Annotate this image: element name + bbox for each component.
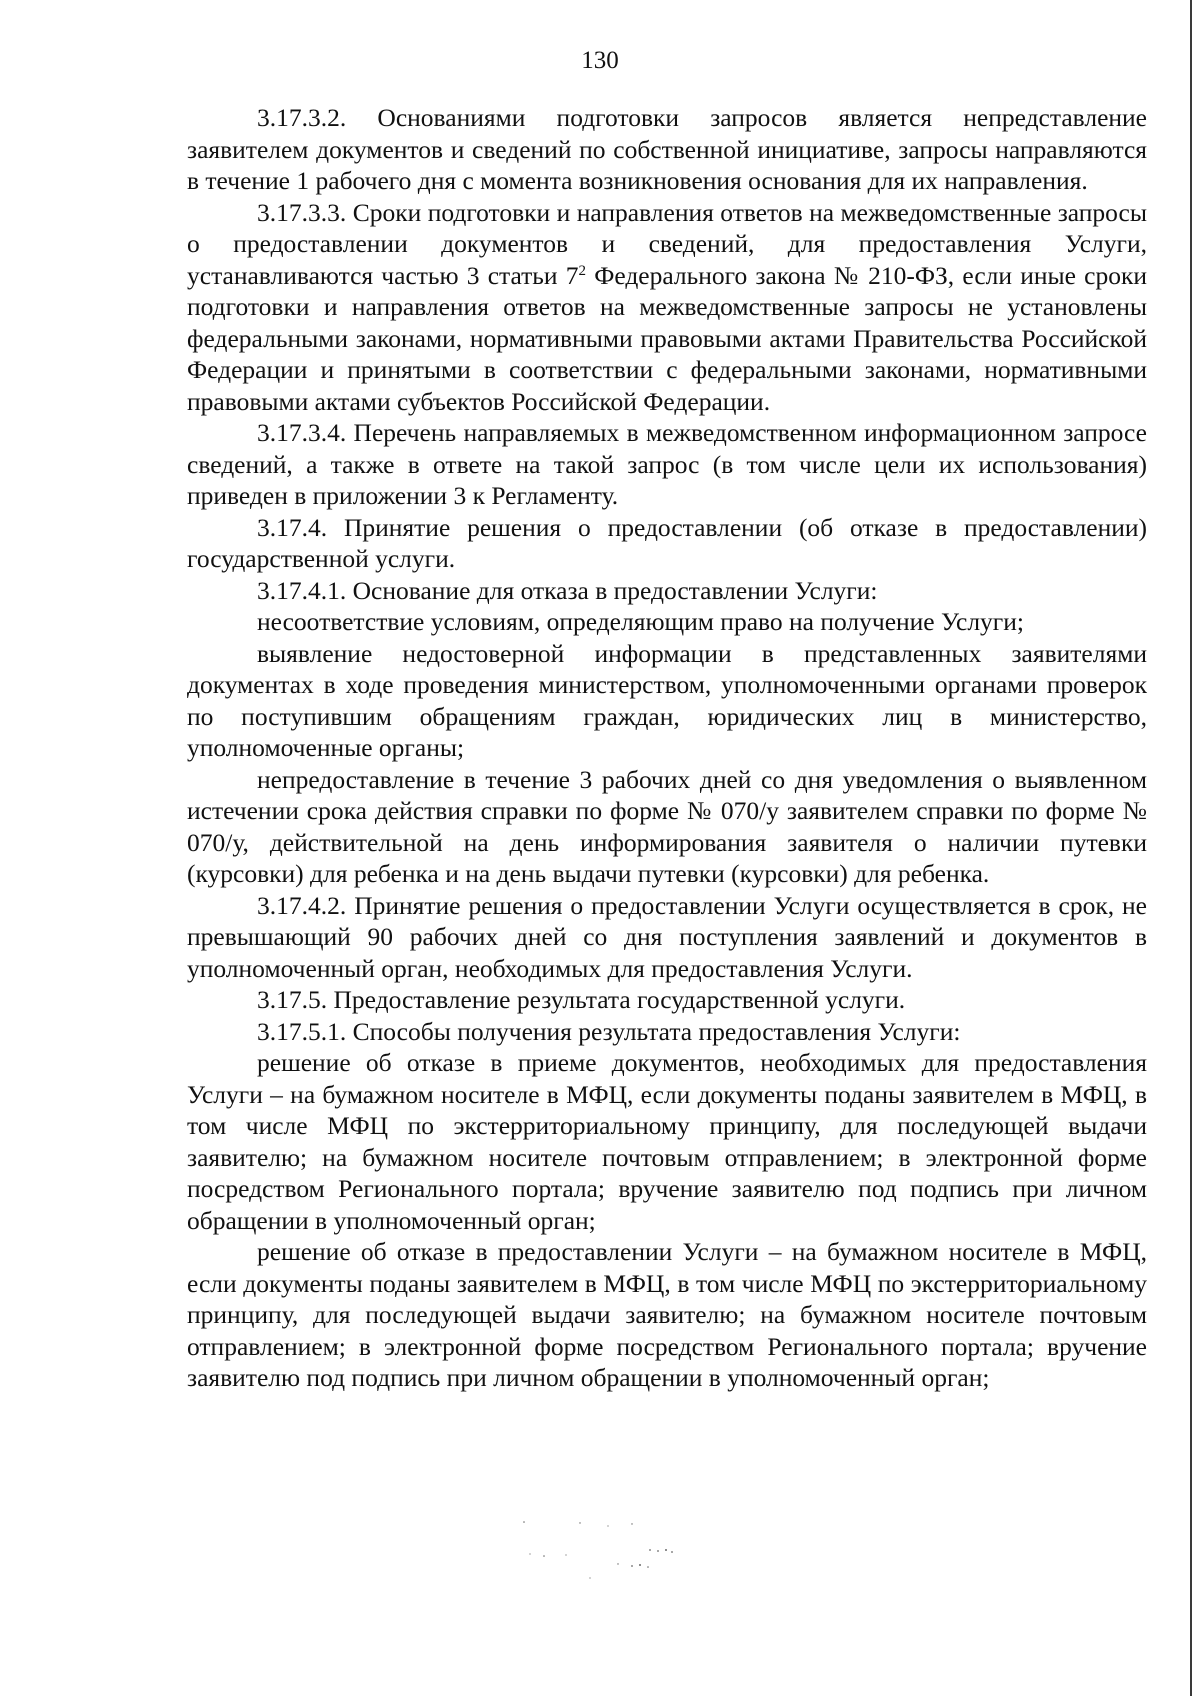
paragraph-3-17-4-2: 3.17.4.2. Принятие решения о предоставлении Услуги осуществляется в срок, не превышающий 90 рабочих дней со дня поступления заявлений и документов в уполномоченный орган, необходимых для предоставления Услуги.: [187, 890, 1147, 983]
list-item-refusal-acceptance: решение об отказе в приеме документов, необходимых для предоставления Услуги – на бумажном носителе в МФЦ, если документы поданы заявителем в МФЦ, в том числе МФЦ по экстерриториальному принципу, для последующей выдачи заявителю; на бумажном носителе почтовым отправлением; в электронной форме посредством Регионального портала; вручение заявителю под подпись при личном обращении в уполномоченный орган;: [187, 1048, 1147, 1235]
list-item-nonconformity: несоответствие условиям, определяющим право на получение Услуги;: [257, 607, 1024, 636]
scan-noise-specks: [520, 1520, 760, 1590]
scan-edge-line: [1190, 0, 1192, 1696]
superscript-2: 2: [578, 262, 587, 279]
paragraph-3-17-3-4: 3.17.3.4. Перечень направляемых в межведомственном информационном запросе сведений, а также в ответе на такой запрос (в том числе цели их использования) приведен в приложении 3 к Регламенту.: [187, 418, 1147, 510]
paragraph-3-17-4: 3.17.4. Принятие решения о предоставлении (об отказе в предоставлении) государственной услуги.: [187, 512, 1147, 573]
list-item-false-info: выявление недостоверной информации в представленных заявителями документах в ходе проведения министерством, уполномоченными органами проверок по поступившим обращениям граждан, юридических лиц в министерство, уполномоченные органы;: [187, 638, 1147, 762]
list-item-refusal-provision: решение об отказе в предоставлении Услуги – на бумажном носителе в МФЦ, если документы поданы заявителем в МФЦ, в том числе МФЦ по экстерриториальному принципу, для последующей выдачи заявителю; на бумажном носителе почтовым отправлением; в электронной форме посредством Регионального портала; вручение заявителю под подпись при личном обращении в уполномоченный орган;: [187, 1237, 1147, 1392]
paragraph-3-17-3-2: 3.17.3.2. Основаниями подготовки запросов является непредставление заявителем документов и сведений по собственной инициативе, запросы направляются в течение 1 рабочего дня с момента возникновения основания для их направления.: [187, 103, 1147, 195]
paragraph-3-17-5: 3.17.5. Предоставление результата государственной услуги.: [257, 985, 906, 1014]
page-number: 130: [581, 47, 619, 74]
paragraph-3-17-5-1: 3.17.5.1. Способы получения результата предоставления Услуги:: [257, 1016, 961, 1046]
paragraph-3-17-4-1: 3.17.4.1. Основание для отказа в предоставлении Услуги:: [257, 575, 878, 605]
paragraph-3-17-3-3-part-1: 3.17.3.3. Сроки подготовки и направления ответов на межведомственные запросы о предоставлении документов и сведений, для предоставления Услуги, устанавливаются частью 3 статьи 7: [187, 197, 1147, 290]
document-body: [187, 102, 1147, 1394]
paragraph-3-17-3-3: [187, 197, 1147, 418]
paragraph-3-17-3-3-part-2: Федерального закона № 210-ФЗ, если иные сроки подготовки и направления ответов на межведомственные запросы не установлены федеральными законами, нормативными правовыми актами Правительства Российской Федерации и принятыми в соответствии с федеральными законами, нормативными правовыми актами субъектов Российской Федерации.: [187, 260, 1147, 416]
list-item-certificate: непредоставление в течение 3 рабочих дней со дня уведомления о выявленном истечении срока действия справки по форме № 070/у заявителем справки по форме № 070/у, действительной на день информирования заявителя о наличии путевки (курсовки) для ребенка и на день выдачи путевки (курсовки) для ребенка.: [187, 764, 1147, 888]
